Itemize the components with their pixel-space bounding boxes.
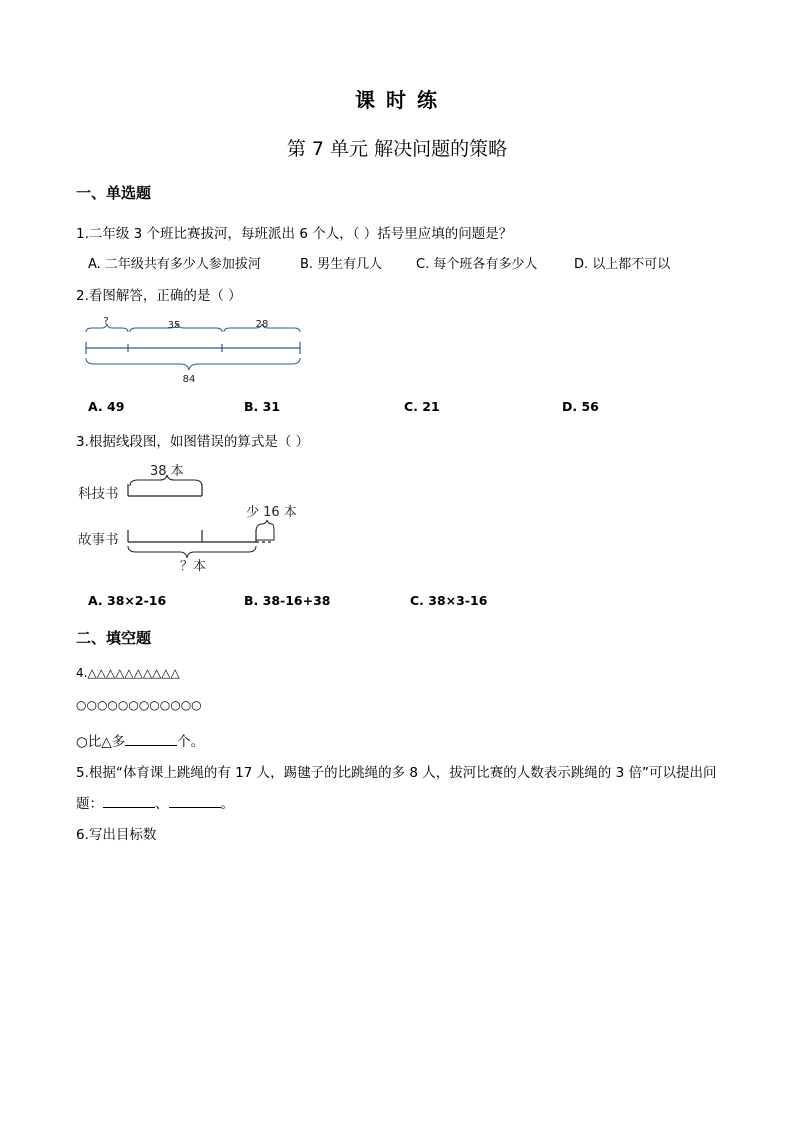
question-2-option-c: C. 21 bbox=[404, 399, 440, 414]
question-2-stem: 2.看图解答，正确的是（ ） bbox=[76, 288, 242, 304]
question-1-stem: 1.二年级 3 个班比赛拔河，每班派出 6 个人，（ ）括号里应填的问题是？ bbox=[76, 226, 513, 242]
question-5-blank-2[interactable] bbox=[169, 795, 221, 808]
brace-less bbox=[256, 520, 274, 540]
question-5-prefix: 题： bbox=[76, 796, 103, 812]
question-2-option-d: D. 56 bbox=[562, 399, 599, 414]
section-fill-blank: 二、填空题 bbox=[76, 629, 152, 647]
page-title: 课 时 练 bbox=[355, 88, 439, 112]
question-3-line-diagram bbox=[76, 458, 316, 576]
brace-total bbox=[86, 358, 300, 370]
question-2-line-diagram bbox=[80, 314, 310, 386]
section-single-choice: 一、单选题 bbox=[76, 184, 152, 202]
question-4-triangles: 4.△△△△△△△△△△ bbox=[76, 666, 180, 680]
question-1-option-c: C. 每个班各有多少人 bbox=[416, 257, 538, 272]
label-unknown-books: ？本 bbox=[180, 559, 207, 574]
label-story-books: 故事书 bbox=[78, 532, 119, 548]
question-3-stem: 3.根据线段图，如图错误的算式是（ ） bbox=[76, 434, 310, 450]
question-1-option-a: A. 二年级共有多少人参加拔河 bbox=[88, 257, 261, 272]
label-unknown: ? bbox=[103, 316, 109, 327]
brace-bottom bbox=[128, 546, 256, 558]
question-4-question bbox=[76, 730, 204, 750]
question-1-option-b: B. 男生有几人 bbox=[300, 257, 383, 272]
question-5-line-1: 5.根据“体育课上跳绳的有 17 人，踢毽子的比跳绳的多 8 人，拔河比赛的人数表示跳绳的 3 倍”可以提出问 bbox=[76, 765, 717, 781]
question-5-blank-1[interactable] bbox=[103, 795, 155, 808]
label-total: 84 bbox=[182, 374, 196, 385]
question-4-prefix: ○比△多 bbox=[76, 734, 126, 750]
label-35: 35 bbox=[167, 320, 181, 331]
question-5-line-2 bbox=[76, 792, 234, 812]
question-4-answer-blank[interactable] bbox=[125, 733, 177, 746]
question-3-option-a: A. 38×2-16 bbox=[88, 593, 167, 608]
brace-top bbox=[130, 475, 202, 486]
question-5-separator: 、 bbox=[155, 796, 169, 812]
label-38-books: 38 本 bbox=[150, 464, 184, 479]
question-3-option-c: C. 38×3-16 bbox=[410, 593, 488, 608]
question-4-circles: ○○○○○○○○○○○○ bbox=[76, 698, 202, 712]
question-5-suffix: 。 bbox=[220, 796, 234, 812]
page-subtitle: 第 7 单元 解决问题的策略 bbox=[286, 138, 508, 160]
question-3-option-b: B. 38-16+38 bbox=[244, 593, 331, 608]
label-less-16-books: 少 16 本 bbox=[246, 505, 297, 520]
label-28: 28 bbox=[255, 319, 269, 330]
question-1-option-d: D. 以上都不可以 bbox=[574, 257, 671, 272]
question-2-option-a: A. 49 bbox=[88, 399, 125, 414]
question-2-option-b: B. 31 bbox=[244, 399, 281, 414]
label-tech-books: 科技书 bbox=[78, 486, 119, 502]
question-4-suffix: 个。 bbox=[177, 734, 205, 750]
question-6-stem: 6.写出目标数 bbox=[76, 827, 157, 843]
